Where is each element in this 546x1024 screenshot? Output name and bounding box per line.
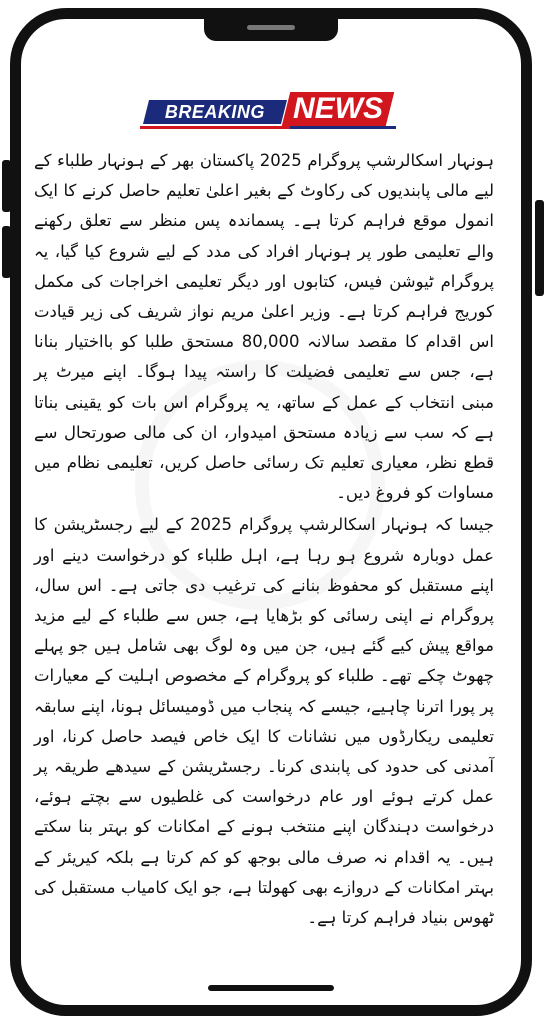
phone-power-button xyxy=(535,200,544,296)
speaker-icon xyxy=(247,25,295,30)
phone-notch xyxy=(204,19,338,41)
article-body xyxy=(34,146,494,933)
banner-stripe-red xyxy=(140,126,290,129)
news-label: NEWS xyxy=(293,92,383,125)
article-paragraph-1: ہونہار اسکالرشپ پروگرام 2025 پاکستان بھر کے ہونہار طلباء کے لیے مالی پابندیوں کی رکاوٹ کے بغیر اعلیٰ تعلیم حاصل کرنے کا ایک انمول موقع فراہم کرتا ہے۔ پسماندہ پس منظر سے تعلق رکھنے والے تعلیمی طور پر ہونہار افراد کی مدد کے لیے شروع کیا گیا، یہ پروگرام ٹیوشن فیس، کتابوں اور دیگر تعلیمی اخراجات کی مکمل کوریج فراہم کرتا ہے۔ وزیر اعلیٰ مریم نواز شریف کی زیر قیادت اس اقدام کا مقصد سالانہ 80,000 مستحق طلبا کو بااختیار بنانا ہے، جس سے تعلیمی فضیلت کا راستہ پیدا ہوگا۔ اپنے میرٹ پر مبنی انتخاب کے عمل کے ساتھ، یہ پروگرام اس بات کو یقینی بناتا ہے کہ سب سے زیادہ مستحق امیدوار، ان کی مالی صورتحال سے قطع نظر، معیاری تعلیم تک رسائی حاصل کریں، تعلیمی نظام میں مساوات کو فروغ دیں۔ xyxy=(34,151,494,503)
banner-stripe-blue xyxy=(290,126,396,129)
home-indicator xyxy=(208,985,334,991)
article-paragraph-2: جیسا کہ ہونہار اسکالرشپ پروگرام 2025 کے لیے رجسٹریشن کا عمل دوبارہ شروع ہو رہا ہے، اہل طلباء کو درخواست دینے اور اپنے مستقبل کو محفوظ بنانے کی ترغیب دی جاتی ہے۔ اس سال، پروگرام نے اپنی رسائی کو بڑھایا ہے، جس سے طلباء کے لیے مزید مواقع پیش کیے گئے ہیں، جن میں وہ لوگ بھی شامل ہیں جو پہلے چھوٹ چکے تھے۔ طلباء کو پروگرام کے مخصوص اہلیت کے معیارات پر پورا اترنا چاہیے، جیسے کہ پنجاب میں ڈومیسائل ہونا، اپنے سابقہ تعلیمی ریکارڈوں میں نشانات کا ایک خاص فیصد حاصل کرنا، اور آمدنی کی حدود کی پابندی کرنا۔ رجسٹریشن کے سیدھے طریقہ پر عمل کرتے ہوئے اور عام درخواست کی غلطیوں سے بچتے ہوئے، درخواست دہندگان اپنے منتخب ہونے کے امکانات کو بہتر بنا سکتے ہیں۔ یہ اقدام نہ صرف مالی بوجھ کو کم کرتا ہے بلکہ کیریئر کے بہتر امکانات کے دروازے بھی کھولتا ہے، جو ایک کامیاب مستقبل کی ٹھوس بنیاد فراہم کرتا ہے۔ xyxy=(34,515,494,928)
breaking-label: BREAKING xyxy=(164,101,265,122)
breaking-news-banner xyxy=(140,92,396,134)
news-label-box xyxy=(282,92,394,126)
breaking-label-box xyxy=(143,100,287,124)
